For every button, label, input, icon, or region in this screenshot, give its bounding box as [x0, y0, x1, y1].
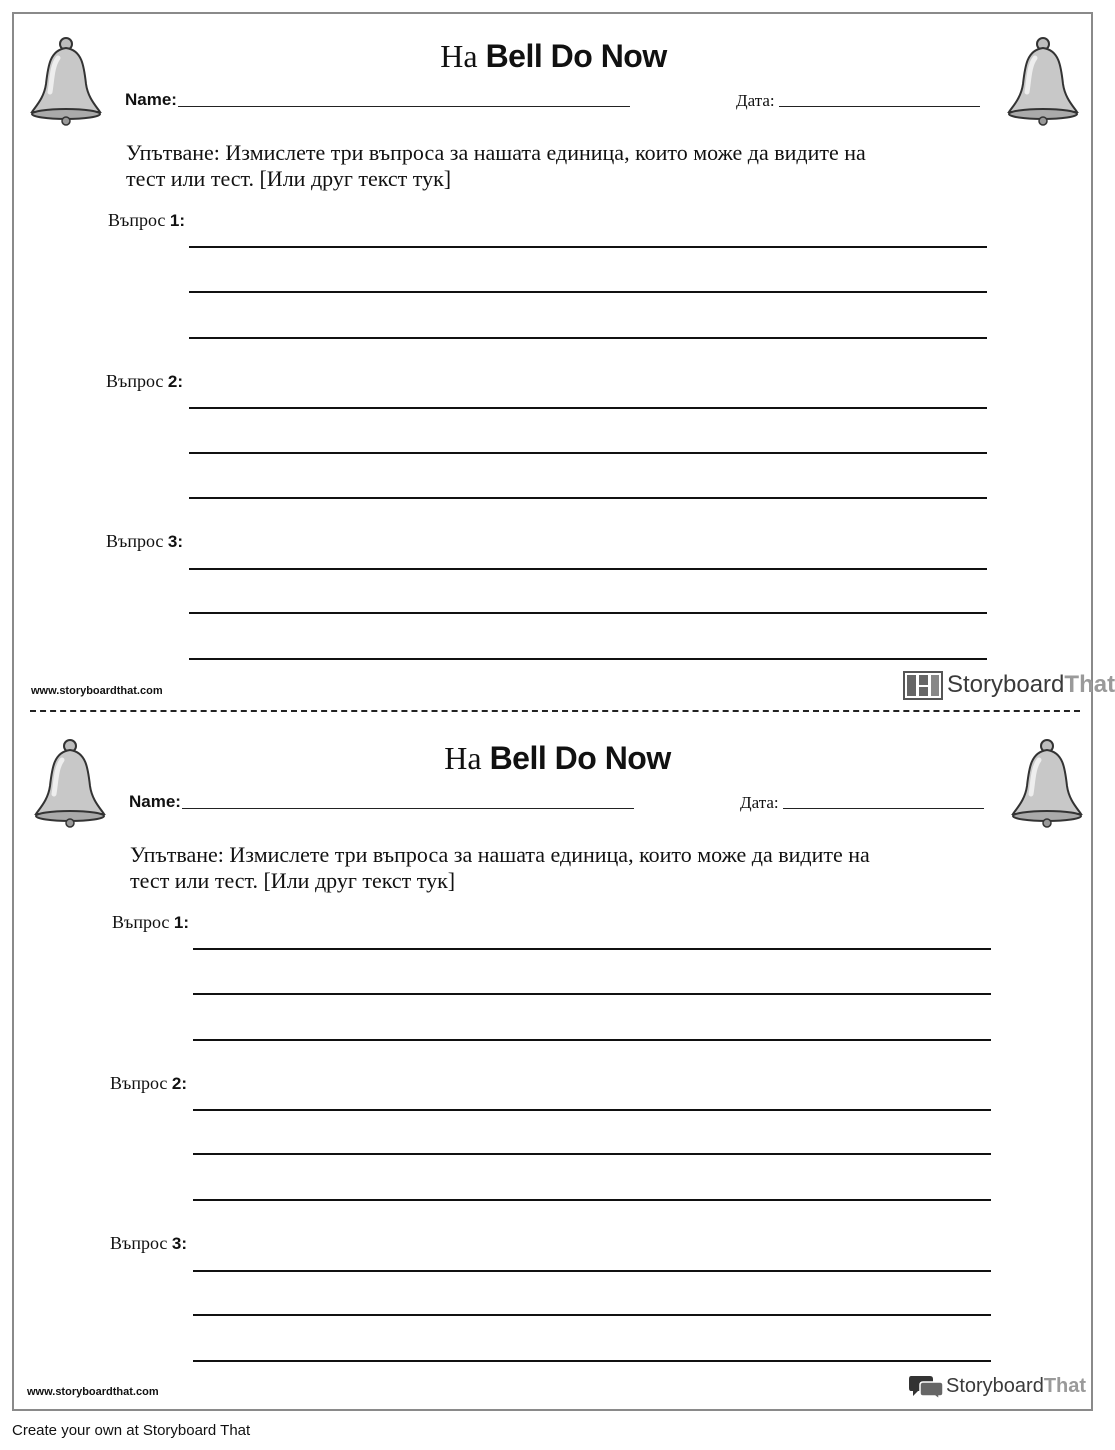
title-main: Bell Do Now	[489, 740, 671, 776]
answer-line[interactable]	[193, 1270, 991, 1272]
instruction-line1: Измислете три въпроса за нашата единица, които може да видите на	[225, 140, 866, 165]
worksheet-title	[4, 740, 1111, 777]
question-label: Въпрос 1:	[112, 912, 190, 932]
name-label: Name:	[129, 792, 181, 811]
site-url: www.storyboardthat.com	[27, 1386, 159, 1398]
answer-line[interactable]	[193, 1199, 991, 1201]
answer-line[interactable]	[189, 337, 987, 339]
instruction-line1: Измислете три въпроса за нашата единица, които може да видите на	[229, 842, 870, 867]
brand-wordmark: StoryboardThat	[947, 671, 1115, 698]
worksheet-title	[0, 38, 1107, 75]
answer-line[interactable]	[189, 658, 987, 660]
name-field[interactable]	[178, 106, 630, 107]
create-your-own-link[interactable]: Create your own at Storyboard That	[12, 1422, 251, 1439]
answer-line[interactable]	[189, 291, 987, 293]
answer-line[interactable]	[193, 1039, 991, 1041]
question-label: Въпрос 3:	[110, 1233, 188, 1253]
storyboard-logo-icon	[903, 671, 943, 700]
answer-line[interactable]	[193, 1153, 991, 1155]
instruction-line2: тест или тест. [Или друг текст тук]	[126, 166, 452, 191]
answer-line[interactable]	[189, 568, 987, 570]
answer-line[interactable]	[193, 948, 991, 950]
name-field[interactable]	[182, 808, 634, 809]
name-label: Name:	[125, 90, 177, 109]
question-label: Въпрос 1:	[108, 210, 186, 230]
answer-line[interactable]	[193, 1314, 991, 1316]
date-field[interactable]	[783, 808, 984, 809]
answer-line[interactable]	[193, 1360, 991, 1362]
site-url: www.storyboardthat.com	[31, 685, 163, 697]
answer-line[interactable]	[193, 993, 991, 995]
cut-line	[30, 710, 1080, 712]
date-field[interactable]	[779, 106, 980, 107]
answer-line[interactable]	[189, 246, 987, 248]
answer-line[interactable]	[189, 612, 987, 614]
answer-line[interactable]	[193, 1109, 991, 1111]
title-main: Bell Do Now	[485, 38, 667, 74]
question-label: Въпрос 3:	[106, 531, 184, 551]
instruction-line2: тест или тест. [Или друг текст тук]	[130, 868, 456, 893]
storyboard-logo-icon	[908, 1374, 944, 1400]
instruction-lead: Упътване:	[130, 842, 224, 867]
title-prefix: На	[444, 740, 482, 776]
question-label: Въпрос 2:	[106, 371, 184, 391]
brand-wordmark: StoryboardThat	[946, 1375, 1087, 1397]
title-prefix: На	[440, 38, 478, 74]
answer-line[interactable]	[189, 497, 987, 499]
instructions	[126, 140, 986, 192]
date-label: Дата:	[740, 793, 779, 812]
question-label: Въпрос 2:	[110, 1073, 188, 1093]
answer-line[interactable]	[189, 407, 987, 409]
instruction-lead: Упътване:	[126, 140, 220, 165]
date-label: Дата:	[736, 91, 775, 110]
answer-line[interactable]	[189, 452, 987, 454]
instructions	[130, 842, 990, 894]
